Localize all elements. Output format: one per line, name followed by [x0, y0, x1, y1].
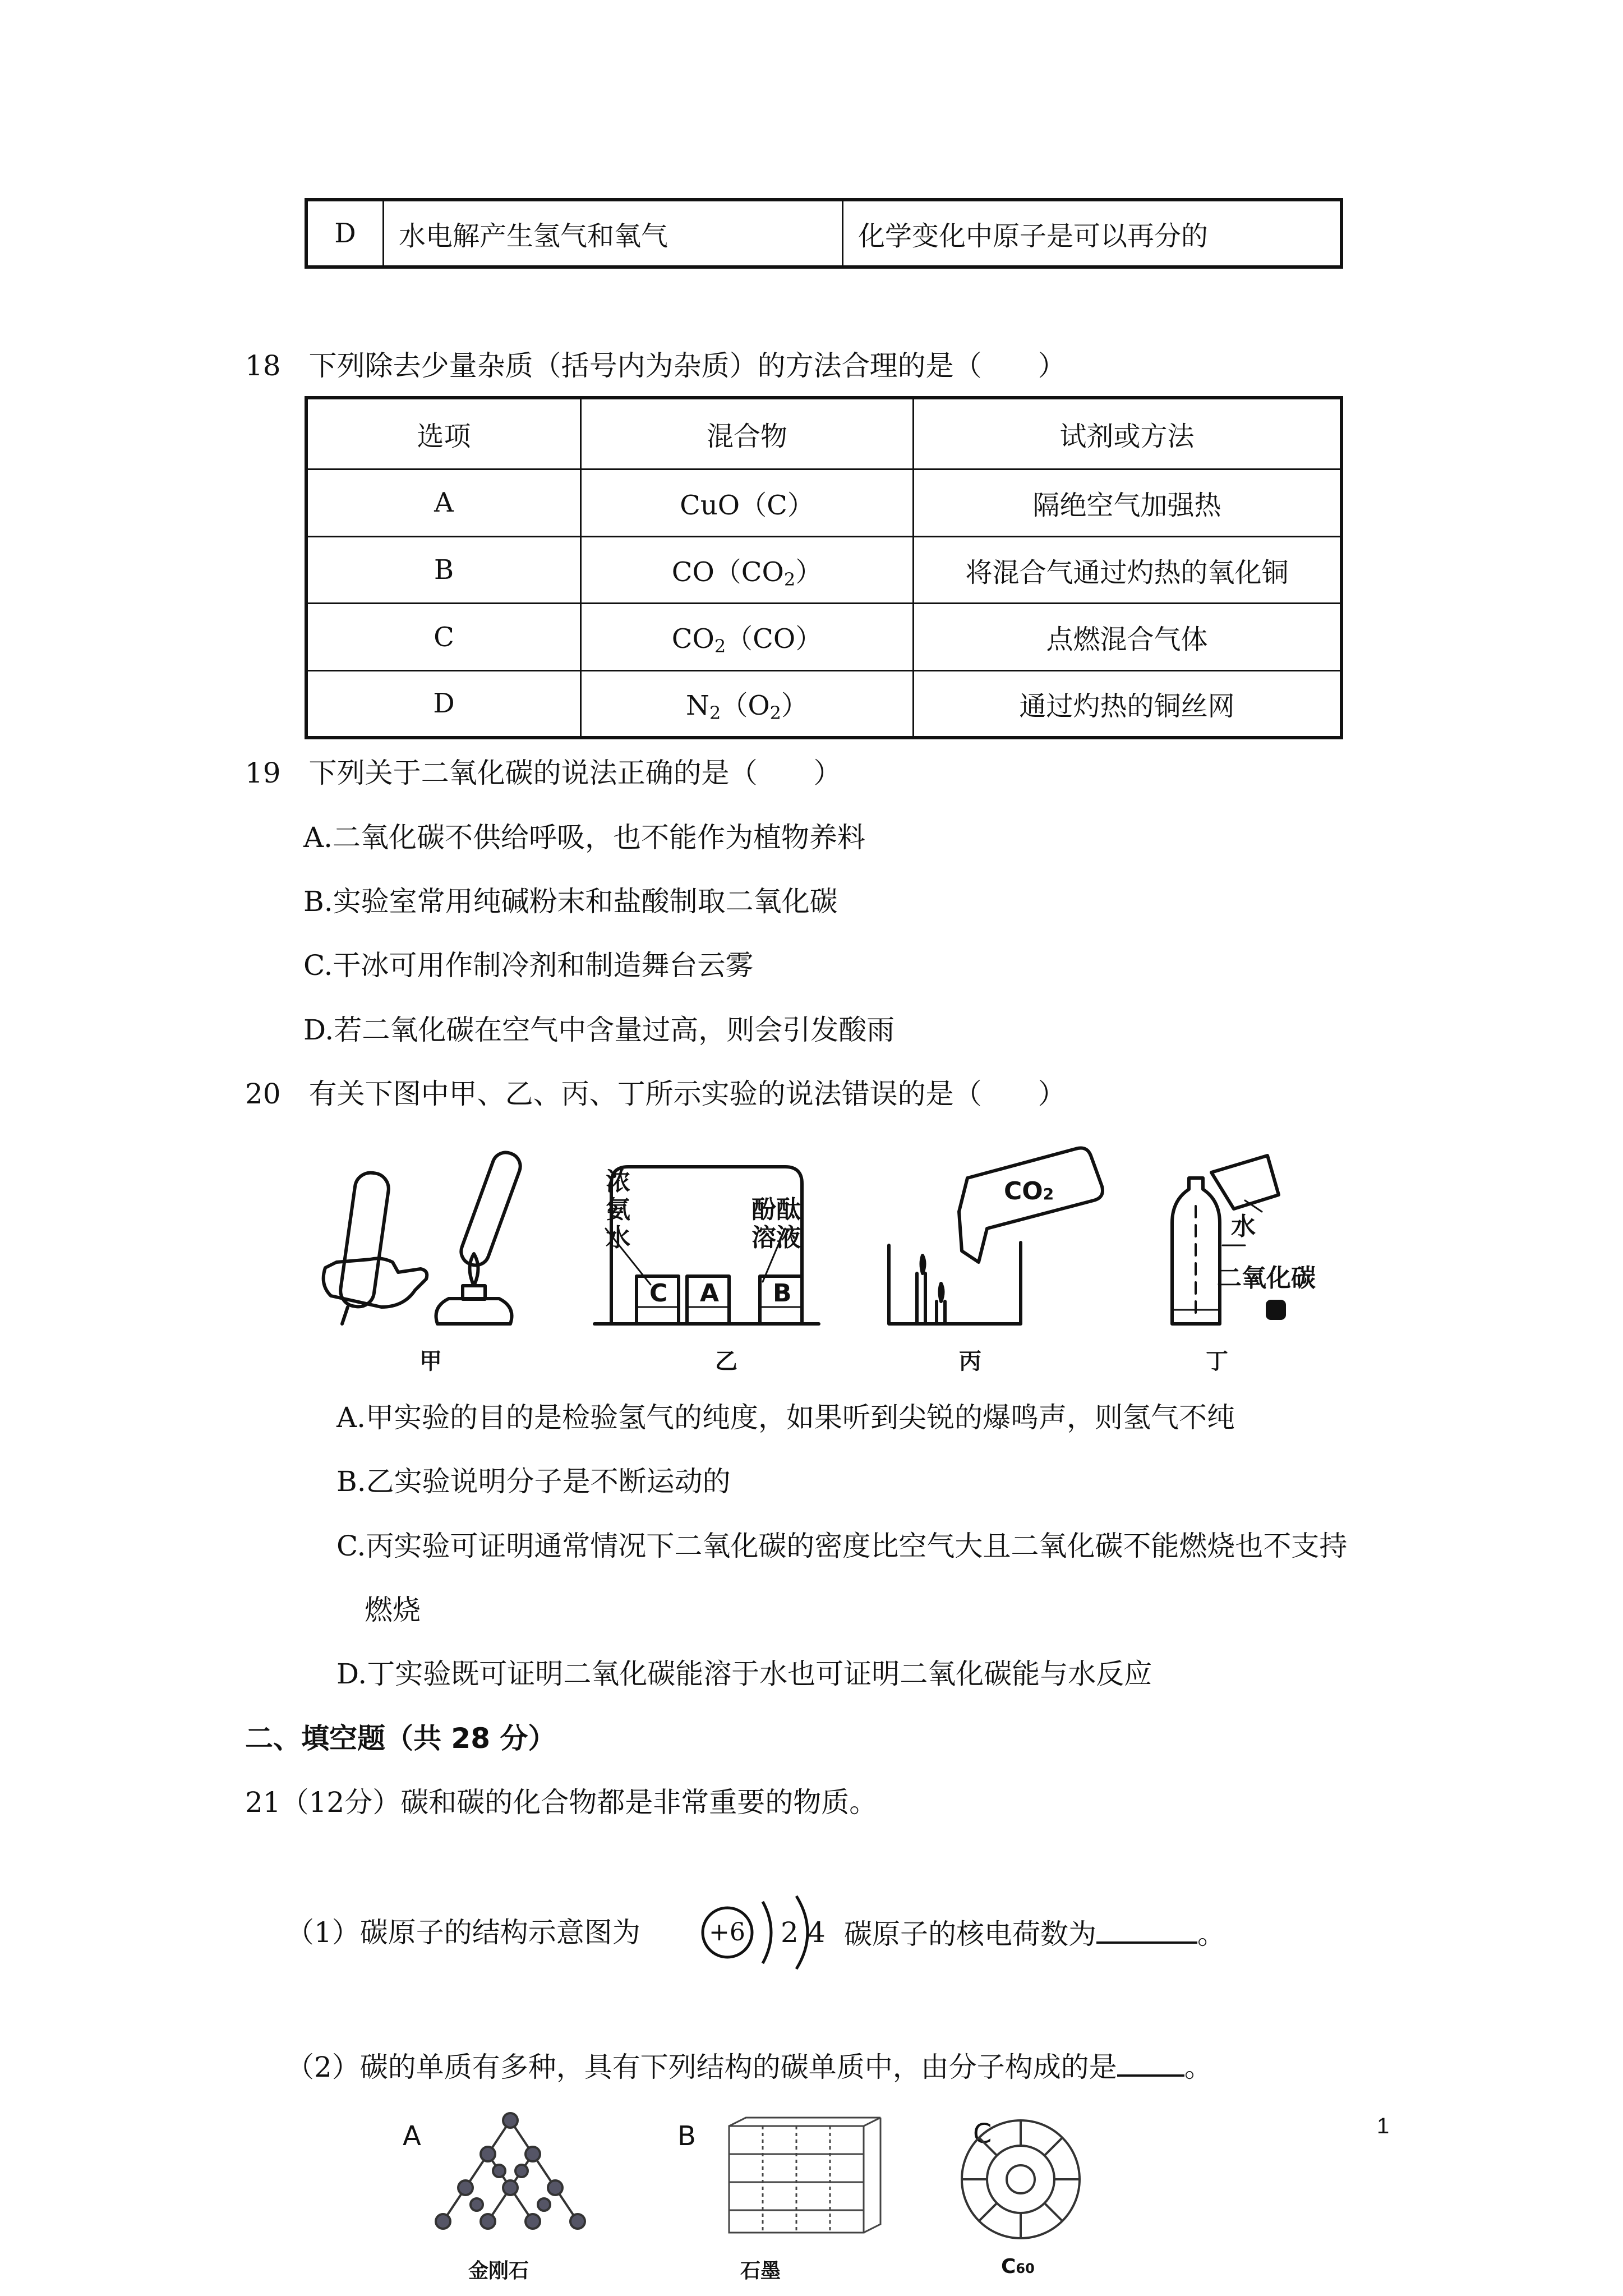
- q18-row-a: [306, 470, 1341, 537]
- yi-right-label-1: 酚酞: [751, 1195, 801, 1224]
- q18-row-method: 通过灼热的铜丝网: [914, 670, 1342, 738]
- beaker-a-label: A: [700, 1279, 720, 1308]
- beaker-b-label: B: [773, 1279, 792, 1308]
- q18-row-opt: B: [306, 536, 581, 604]
- q18-row-opt: D: [306, 670, 581, 738]
- structure-c-name: C60: [1001, 2255, 1035, 2278]
- q18-table: [305, 396, 1343, 739]
- q18-row-opt: C: [306, 604, 581, 671]
- ding-water-label: 水: [1231, 1212, 1256, 1241]
- yi-right-label-2: 溶液: [751, 1223, 801, 1252]
- structure-b-letter: B: [677, 2120, 696, 2152]
- q20-stem: 20 有关下图中甲、乙、丙、丁所示实验的说法错误的是（ ）: [245, 1078, 1066, 1110]
- nucleus-charge: +6: [709, 1918, 745, 1947]
- section-title: 二、填空题（共 28 分）: [245, 1722, 556, 1755]
- top-table-fact: 水电解产生氢气和氧气: [384, 200, 843, 267]
- q18-row-mix: $CO_2(CO)$: [581, 604, 914, 671]
- q18-stem: 18 下列除去少量杂质（括号内为杂质）的方法合理的是（ ）: [245, 349, 1066, 382]
- q20-option-c-cont: 燃烧: [365, 1594, 421, 1626]
- caption-ding: 丁: [1206, 1349, 1228, 1374]
- q19-option-b: B.实验室常用纯碱粉末和盐酸制取二氧化碳: [303, 885, 838, 918]
- top-table: [305, 198, 1343, 269]
- caption-yi: 乙: [715, 1349, 737, 1374]
- q18-row-mix: $CO(CO_2)$: [581, 536, 914, 604]
- top-table-explain: 化学变化中原子是可以再分的: [843, 200, 1342, 267]
- q19-option-d: D.若二氧化碳在空气中含量过高，则会引发酸雨: [303, 1014, 895, 1046]
- q18-row-method: 隔绝空气加强热: [914, 470, 1342, 537]
- answer-blank-1[interactable]: [1096, 1916, 1197, 1944]
- q20-option-d: D.丁实验既可证明二氧化碳能溶于水也可证明二氧化碳能与水反应: [336, 1658, 1152, 1690]
- q18-row-d: [306, 670, 1341, 738]
- shell-1-electrons: 2: [781, 1916, 799, 1949]
- q21-part1-text: （1）碳原子的结构示意图为: [286, 1916, 640, 1949]
- q19-option-a: A.二氧化碳不供给呼吸，也不能作为植物养料: [303, 821, 866, 854]
- q19-stem: 19 下列关于二氧化碳的说法正确的是（ ）: [245, 757, 842, 789]
- c60-structure-drawing: [962, 2120, 1080, 2238]
- q20-option-a: A.甲实验的目的是检验氢气的纯度，如果听到尖锐的爆鸣声，则氢气不纯: [336, 1401, 1235, 1434]
- q18-header-method: 试剂或方法: [914, 398, 1342, 470]
- q18-row-method: 将混合气通过灼热的氧化铜: [914, 536, 1342, 604]
- experiment-jia-drawing: [324, 1149, 524, 1324]
- q18-row-method: 点燃混合气体: [914, 604, 1342, 671]
- q21-part2-text: （2）碳的单质有多种，具有下列结构的碳单质中，由分子构成的是 。: [286, 2049, 1212, 2084]
- q18-header-mix: 混合物: [581, 398, 914, 470]
- bing-co2-label: CO2: [1004, 1177, 1054, 1205]
- experiment-ding-drawing: [1172, 1156, 1284, 1324]
- q18-row-opt: A: [306, 470, 581, 537]
- caption-bing: 丙: [959, 1349, 981, 1374]
- structure-a-letter: A: [403, 2120, 421, 2152]
- q21-stem: 21（12分）碳和碳的化合物都是非常重要的物质。: [245, 1786, 878, 1819]
- yi-left-label-3: 水: [606, 1223, 630, 1252]
- page-number: 1: [1377, 2114, 1390, 2138]
- q18-row-mix: CuO（C）: [581, 470, 914, 537]
- diamond-structure-drawing: [436, 2113, 585, 2229]
- yi-left-label-1: 浓: [606, 1167, 630, 1196]
- graphite-structure-drawing: [729, 2118, 880, 2233]
- answer-blank-2[interactable]: [1117, 2049, 1184, 2077]
- q18-row-c: [306, 604, 1341, 671]
- q18-row-b: [306, 536, 1341, 604]
- q19-option-c: C.干冰可用作制冷剂和制造舞台云雾: [303, 949, 754, 982]
- q18-row-mix: $N_2(O_2)$: [581, 670, 914, 738]
- ding-co2-label: 二氧化碳: [1217, 1264, 1316, 1292]
- beaker-c-label: C: [649, 1279, 668, 1308]
- q20-option-b: B.乙实验说明分子是不断运动的: [336, 1465, 731, 1498]
- experiment-bing-drawing: [889, 1148, 1103, 1324]
- yi-left-label-2: 氨: [606, 1195, 630, 1224]
- q18-header-opt: 选项: [306, 398, 581, 470]
- structure-b-name: 石墨: [740, 2260, 781, 2283]
- q21-part1-question: 碳原子的核电荷数为 。: [844, 1916, 1225, 1951]
- caption-jia: 甲: [419, 1349, 442, 1374]
- q20-option-c: C.丙实验可证明通常情况下二氧化碳的密度比空气大且二氧化碳不能燃烧也不支持: [336, 1530, 1348, 1562]
- shell-2-electrons: 4: [808, 1916, 826, 1949]
- top-table-opt: D: [306, 200, 384, 267]
- carbon-structures-figure: [426, 2109, 1155, 2255]
- structure-a-name: 金刚石: [468, 2260, 529, 2283]
- structure-c-letter: C: [973, 2118, 992, 2150]
